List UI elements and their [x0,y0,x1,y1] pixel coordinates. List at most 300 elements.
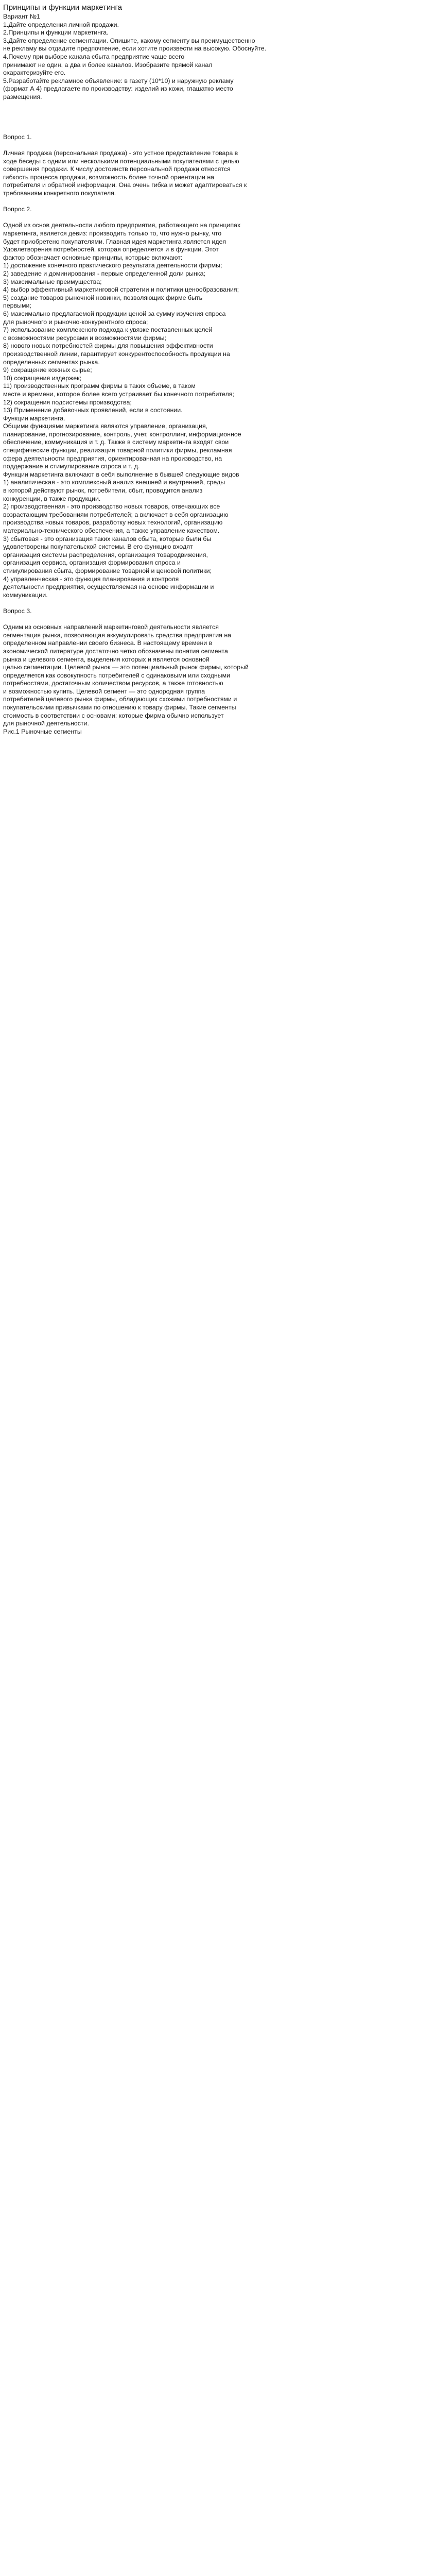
text-line: потребителя и обратной информации. Она очень гибка и может адаптироваться к [3,181,247,189]
text-line: 10) сокращения издержек; [3,374,82,382]
text-line [3,1451,431,1459]
text-line: Одним из основных направлений маркетинговой деятельности является [3,623,219,631]
text-line [3,1507,431,1515]
text-line [3,2078,431,2086]
text-line: определенном направлении своего бизнеса. В настоящему времени в [3,639,213,647]
text-line [3,1395,431,1403]
text-line [3,1628,431,1636]
text-line [3,1049,431,1058]
text-line [3,2021,431,2029]
text-line [3,117,431,126]
text-line [3,2327,431,2335]
text-line [3,2367,431,2375]
text-line [3,1363,431,1371]
text-line [3,816,431,824]
text-line: стимулирования сбыта, формирование товарной и ценовой политики; [3,567,212,574]
text-line [3,1587,431,1596]
text-line [3,792,431,801]
text-line: 3) сбытовая - это организация таких каналов сбыта, которые были бы [3,535,212,543]
text-line [3,977,431,985]
text-line [3,1001,431,1009]
text-line [3,1170,431,1178]
text-line [3,993,431,1001]
text-line [3,1515,431,1523]
text-line [3,1837,431,1845]
text-line [3,736,431,744]
text-line: 9) сокращение кожных сырье; [3,366,92,374]
text-line [3,961,431,969]
text-line [3,2359,431,2367]
text-line [3,1596,431,1604]
text-line [3,2086,431,2094]
text-line [3,1258,431,1266]
text-line [3,1571,431,1580]
text-line [3,1555,431,1564]
text-line: принимают не один, а два и более каналов. Изобразите прямой канал [3,61,213,69]
text-line [3,1684,431,1692]
text-line: месте и времени, которое более всего устраивает бы конечного потребителя; [3,390,234,398]
text-line [3,856,431,865]
text-line [3,1025,431,1033]
text-line: ходе беседы с одним или несколькими потенциальными покупателями с целью [3,157,239,165]
text-line [3,1781,431,1789]
text-line [3,1467,431,1475]
text-line [3,1122,431,1130]
text-line [3,1877,431,1885]
text-line [3,1033,431,1041]
text-line [3,1459,431,1467]
text-line [3,2262,431,2270]
text-line [3,1323,431,1331]
text-line [3,752,431,760]
text-line [3,2013,431,2022]
text-line [3,1266,431,1275]
text-line: Функции маркетинга включают в себя выполнение в бывшей следующие видов [3,470,239,478]
text-line [3,1162,431,1170]
text-line: 7) использование комплексного подхода к увязке поставленных целей [3,326,213,334]
text-line [3,1523,431,1532]
text-line [3,1821,431,1829]
text-line [3,2038,431,2046]
text-line [3,1676,431,1684]
text-line [3,1893,431,1901]
text-line [3,2150,431,2158]
text-line: размещения. [3,93,42,100]
text-line [3,2029,431,2038]
text-line: производственной линии, гарантирует конкурентоспособность продукции на [3,350,230,358]
text-line [3,2487,431,2496]
text-line: Функции маркетинга. [3,414,65,422]
text-line [3,2407,431,2415]
text-line: 6) максимально предлагаемой продукции ценой за сумму изучения спроса [3,310,226,317]
text-line [3,913,431,921]
text-line [3,2383,431,2391]
text-line: будет приобретено покупателями. Главная идея маркетинга является идея [3,238,226,245]
document-title: Принципы и функции маркетинга [3,3,122,12]
text-line [3,2560,431,2568]
text-line [3,1483,431,1492]
text-line: 1) достижение конечного практического результата деятельности фирмы; [3,262,222,269]
text-line [3,1700,431,1708]
text-line [3,2439,431,2447]
text-line: возрастающим требованиям потребителей; а включает в себя организацию [3,511,229,518]
text-line [3,2311,431,2319]
text-line: рынка и целевого сегмента, выделения которых и является основной [3,655,210,663]
text-line [3,1844,431,1853]
text-line [3,1989,431,1997]
text-line: Вопрос 2. [3,206,32,213]
text-line [3,2295,431,2303]
text-line: сфера деятельности предприятия, ориентированная на производство, на [3,454,222,462]
text-line [3,2495,431,2503]
text-line [3,1274,431,1282]
text-line: 4.Почему при выборе канала сбыта предприятие чаще всего [3,53,185,60]
text-line [3,865,431,873]
text-line [3,1941,431,1950]
text-line [3,599,431,607]
text-line [3,744,431,752]
text-line [3,2568,431,2576]
text-line: 1) аналитическая - это комплексный анализ внешней и внутренней, среды [3,479,225,486]
text-line [3,1097,431,1106]
text-line [3,1338,431,1347]
text-line: организация сервиса, организация формирования спроса и [3,559,181,567]
text-line: определяется как совокупность потребителей с одинаковыми или сходными [3,671,231,679]
text-line [3,1909,431,1917]
text-line [3,1925,431,1933]
text-line [3,824,431,833]
text-line [3,1797,431,1805]
text-line [3,1282,431,1291]
text-line [3,142,431,150]
text-line [3,2142,431,2150]
text-line: 13) Применение добавочных проявлений, если в состоянии. [3,406,183,414]
text-line [3,2005,431,2013]
text-line [3,760,431,768]
text-line [3,1901,431,1909]
text-line [3,1379,431,1387]
text-line [3,937,431,945]
text-line: 2) заведение и доминирования - первые определенной доли рынка; [3,270,205,277]
text-line: 2) производственная - это производство новых товаров, отвечающих все [3,503,220,511]
text-line [3,2479,431,2487]
text-line [3,1604,431,1612]
text-line: Личная продажа (персональная продажа) - это устное представление товара в [3,149,238,157]
text-line [3,1612,431,1620]
text-line: 3.Дайте определение сегментации. Опишите, какому сегменту вы преимущественно [3,37,255,44]
text-line [3,1804,431,1812]
text-line [3,1580,431,1588]
text-line: организация системы распределения, организация товародвижения, [3,551,208,558]
text-line [3,2070,431,2078]
text-line [3,2198,431,2207]
text-line [3,2045,431,2054]
text-line [3,953,431,961]
text-line: определенных сегментах рынка. [3,358,100,366]
text-line [3,905,431,913]
text-line [3,1307,431,1315]
text-line: деятельности предприятия, осуществляемая на основе информации и [3,583,214,591]
text-line [3,1724,431,1732]
text-line [3,1210,431,1218]
text-line [3,2503,431,2512]
text-line [3,1636,431,1644]
text-line [3,1957,431,1965]
text-line [3,1764,431,1772]
text-line [3,1419,431,1427]
text-line [3,1178,431,1186]
text-line [3,1041,431,1049]
text-line [3,2552,431,2560]
text-line [3,2447,431,2455]
text-line [3,784,431,792]
text-line [3,2544,431,2552]
text-line: и возможностью купить. Целевой сегмент — это однородная группа [3,687,205,695]
text-line [3,1547,431,1555]
text-line [3,2134,431,2142]
text-line [3,1853,431,1861]
text-line [3,1218,431,1226]
text-line [3,1403,431,1411]
text-line: поддержание и стимулирование спроса и т. д. [3,463,140,470]
text-line [3,616,431,624]
text-line [3,1234,431,1242]
text-line: первыми; [3,302,31,310]
text-line [3,1499,431,1507]
text-line [3,101,431,110]
text-line [3,1250,431,1258]
text-line [3,1668,431,1676]
text-line: охарактеризуйте его. [3,69,66,77]
text-line [3,1202,431,1210]
text-line: 4) управленческая - это функция планирования и контроля [3,575,179,583]
text-line: производства новых товаров, разработку новых технологий, организацию [3,519,223,527]
text-line: коммуникации. [3,591,48,599]
text-line [3,1740,431,1749]
text-line [3,2455,431,2464]
text-line [3,2278,431,2286]
text-line [3,1997,431,2006]
text-line: для рыночной деятельности. [3,720,89,727]
text-line: для рыночного и рыночно-конкурентного спроса; [3,318,148,326]
text-line: планирование, прогнозирование, контроль, учет, контроллинг, информационное [3,430,241,438]
text-line [3,969,431,977]
text-line: удовлетворены покупательской системы. В его функцию входят [3,543,193,551]
text-line [3,1347,431,1355]
text-line: целью сегментации. Целевой рынок — это потенциальный рынок фирмы, который [3,664,249,671]
text-line [3,2094,431,2102]
text-line [3,2463,431,2471]
text-line: 5) создание товаров рыночной новинки, позволяющих фирме быть [3,294,203,301]
text-line [3,2399,431,2407]
text-line: требованиям конкретного покупателя. [3,190,116,197]
text-line [3,2343,431,2351]
text-line [3,2431,431,2439]
text-line [3,1154,431,1162]
text-line [3,2246,431,2255]
text-line [3,2102,431,2110]
text-line [3,1539,431,1548]
text-line [3,2061,431,2070]
text-line [3,2206,431,2214]
text-line [3,1716,431,1724]
text-line [3,921,431,929]
text-line [3,2255,431,2263]
text-line [3,2270,431,2279]
text-line [3,1017,431,1025]
text-line [3,1290,431,1298]
text-line [3,1965,431,1973]
text-line [3,1113,431,1122]
text-line [3,1443,431,1451]
text-line: Вопрос 1. [3,133,32,141]
text-line: покупательскими привычками по отношению к товару фирмы. Такие сегменты [3,704,236,711]
text-line [3,2415,431,2424]
text-line: обеспечение, коммуникация и т. д. Также в систему маркетинга входят свои [3,438,229,446]
text-line: 12) сокращения подсистемы производства; [3,398,132,406]
text-line [3,1298,431,1307]
text-line [3,1057,431,1065]
text-line: 1.Дайте определения личной продажи. [3,21,119,28]
text-line: потребителей целевого рынка фирмы, обладающих схожими потребностями и [3,696,237,703]
text-line [3,1370,431,1379]
text-line: специфические функции, реализация товарной политики фирмы, рекламная [3,447,232,454]
text-line: сегментация рынка, позволяющая аккумулировать средства предприятия на [3,631,232,639]
text-line: Вопрос 3. [3,607,32,615]
text-line [3,1620,431,1628]
text-line: маркетинга, является девиз: производить только то, что нужно рынку, что [3,230,222,238]
text-line [3,873,431,881]
text-line [3,1748,431,1756]
text-line [3,1660,431,1668]
text-line [3,2286,431,2295]
text-line [3,2238,431,2246]
text-line [3,1242,431,1250]
text-line [3,1933,431,1941]
text-line [3,2375,431,2383]
text-line [3,1828,431,1837]
text-line [3,1411,431,1419]
text-line: Удовлетворения потребностей, которая определяется и в функции. Этот [3,246,219,253]
text-line [3,125,431,133]
text-line [3,109,431,117]
text-line [3,2519,431,2528]
text-line [3,1708,431,1716]
text-line [3,1491,431,1499]
text-line [3,896,431,905]
text-line [3,1475,431,1483]
text-line [3,985,431,993]
text-line: 11) производственных программ фирмы в таких объеме, в таком [3,382,196,390]
text-line [3,1130,431,1138]
text-line [3,880,431,889]
text-line: 4) выбор эффективный маркетинговой стратегии и политики ценообразования; [3,286,239,294]
text-line [3,2335,431,2343]
text-line [3,2222,431,2230]
text-line [3,1861,431,1869]
text-line [3,840,431,849]
text-line [3,1981,431,1989]
text-line [3,1756,431,1765]
text-line [3,2423,431,2431]
text-line: потребностями, достаточным количеством ресурсов, а также готовностью [3,680,223,687]
text-line [3,1869,431,1877]
text-line: стоимость в соответствии с основами: которые фирма обычно использует [3,711,224,719]
text-line [3,1194,431,1202]
text-line: (формат А 4) предлагаете по производству: изделий из кожи, глашатко место [3,85,233,93]
text-line [3,1226,431,1234]
text-line [3,2351,431,2359]
text-line [3,2158,431,2166]
text-line [3,1138,431,1146]
text-line: гибкость процесса продажи, возможность более точной ориентации на [3,173,215,181]
text-line [3,2512,431,2520]
text-line [3,1106,431,1114]
text-line: 2.Принципы и функции маркетинга. [3,29,109,37]
text-line [3,2230,431,2239]
text-line [3,1090,431,1098]
text-line [3,1427,431,1435]
text-line [3,1531,431,1539]
text-line: фактор обозначает основные принципы, которые включают: [3,253,183,261]
text-line [3,1081,431,1090]
text-line [3,1065,431,1074]
text-line: Одной из основ деятельности любого предприятия, работающего на принципах [3,222,241,229]
text-line: совершения продажи. К числу достоинств персональной продажи относятся [3,165,231,173]
text-line [3,1652,431,1660]
text-line [3,1186,431,1194]
text-line: в которой действуют рынок, потребители, сбыт, проводится анализ [3,487,203,495]
text-line [3,1949,431,1957]
text-line [3,768,431,776]
text-line [3,889,431,897]
text-line [3,2535,431,2544]
text-line [3,833,431,841]
text-line [3,2318,431,2327]
text-line [3,214,431,222]
text-line [3,2302,431,2311]
text-line: 8) нового новых потребностей фирмы для повышения эффективности [3,342,213,350]
text-line [3,1330,431,1338]
text-line: Рис.1 Рыночные сегменты [3,727,82,735]
text-line [3,1564,431,1572]
text-line: Вариант №1 [3,13,41,20]
text-line: 3) максимальные преимущества; [3,278,102,285]
text-line: конкуренции, в также продукции. [3,495,101,502]
text-line [3,1073,431,1081]
text-line [3,776,431,784]
text-line [3,1732,431,1740]
text-line [3,1812,431,1821]
document-body [3,13,431,2576]
text-line [3,2174,431,2182]
text-line [3,2190,431,2198]
text-line [3,2110,431,2118]
text-line [3,2166,431,2174]
text-line [3,929,431,937]
text-line [3,1692,431,1700]
text-line [3,1885,431,1893]
text-line [3,1354,431,1363]
text-line [3,1772,431,1781]
text-line [3,808,431,817]
text-line: материально-технического обеспечения, а также управление качеством. [3,527,220,534]
text-line [3,800,431,808]
text-line [3,1644,431,1652]
text-line [3,198,431,206]
text-line [3,1973,431,1981]
text-line: с возможностями ресурсами и возможностями фирмы; [3,334,167,342]
